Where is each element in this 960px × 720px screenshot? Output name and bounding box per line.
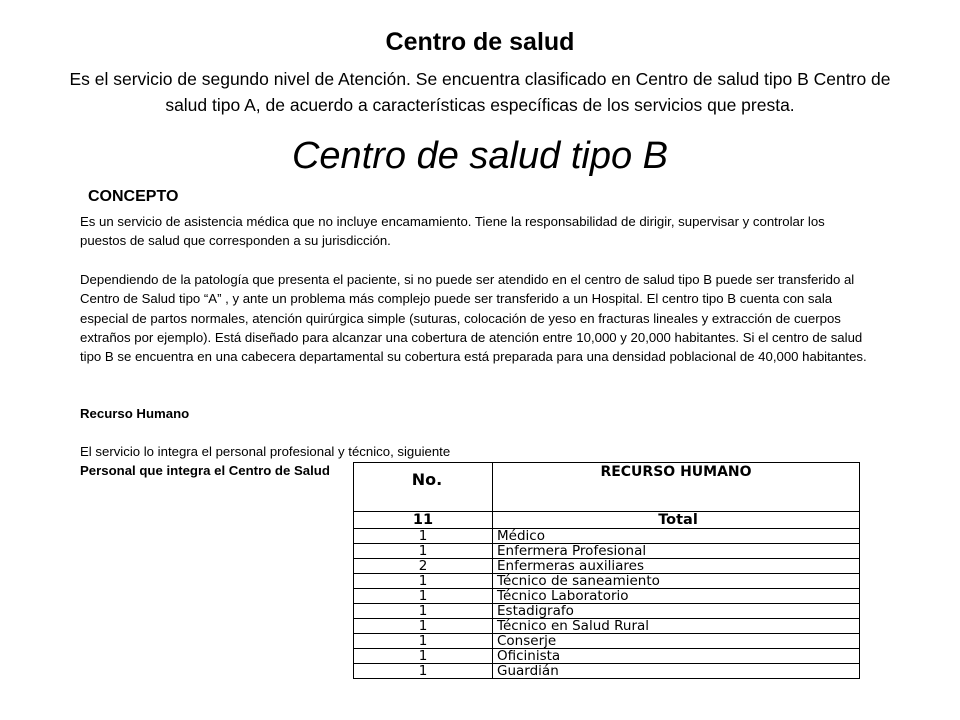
intro-text: Es el servicio de segundo nivel de Atención. Se encuentra clasificado en Centro de salud tipo B Centro de salud tipo A, de acuerdo a características específicas de los servicios que presta.: [69, 69, 891, 115]
concepto-heading: CONCEPTO: [88, 188, 179, 205]
row-role: Estadigrafo: [493, 604, 860, 619]
row-count: 1: [354, 589, 493, 604]
row-role: Técnico en Salud Rural: [493, 619, 860, 634]
row-count: 1: [354, 544, 493, 559]
table-total-row: [354, 512, 860, 529]
header-title: RECURSO HUMANO: [493, 463, 860, 512]
row-role: Oficinista: [493, 649, 860, 664]
table-row: [354, 544, 860, 559]
row-count: 1: [354, 619, 493, 634]
section-subtitle: Centro de salud tipo B: [291, 135, 668, 177]
row-count: 1: [354, 664, 493, 679]
header-no: No.: [354, 463, 493, 512]
table-row: [354, 604, 860, 619]
row-count: 1: [354, 634, 493, 649]
row-count: 2: [354, 559, 493, 574]
table-caption: Personal que integra el Centro de Salud: [80, 463, 330, 478]
table-row: [354, 574, 860, 589]
row-role: Guardián: [493, 664, 860, 679]
recurso-humano-table: [353, 462, 860, 679]
table-row: [354, 619, 860, 634]
row-role: Enfermeras auxiliares: [493, 559, 860, 574]
paragraph-coverage: Dependiendo de la patología que presenta el paciente, si no puede ser atendido en el centro de salud tipo B puede ser transferido al Centro de Salud tipo “A” , y ante un problema más complejo puede ser transferido a un Hospital. El centro tipo B cuenta con sala especial de partos normales, atención quirúrgica simple (suturas, colocación de yeso en fracturas lineales y extracción de cuerpos extraños por ejemplo). Está diseñado para alcanzar una cobertura de atención entre 10,000 y 20,000 habitantes. Si el centro de salud tipo B se encuentra en una cabecera departamental su cobertura está preparada para una densidad poblacional de 40,000 habitantes.: [80, 272, 867, 365]
table-row: [354, 529, 860, 544]
table-row: [354, 649, 860, 664]
paragraph-concepto: Es un servicio de asistencia médica que no incluye encamamiento. Tiene la responsabilidad de dirigir, supervisar y controlar los puestos de salud que corresponden a su jurisdicción.: [80, 214, 825, 249]
row-count: 1: [354, 604, 493, 619]
table-row: [354, 664, 860, 679]
row-count: 1: [354, 574, 493, 589]
row-role: Técnico de saneamiento: [493, 574, 860, 589]
total-label: Total: [493, 512, 860, 529]
row-count: 1: [354, 529, 493, 544]
row-count: 1: [354, 649, 493, 664]
table-header-row: [354, 463, 860, 512]
row-role: Conserje: [493, 634, 860, 649]
total-count: 11: [354, 512, 493, 529]
row-role: Técnico Laboratorio: [493, 589, 860, 604]
recurso-heading: Recurso Humano: [80, 406, 190, 421]
page-title: Centro de salud: [385, 28, 575, 56]
row-role: Médico: [493, 529, 860, 544]
row-role: Enfermera Profesional: [493, 544, 860, 559]
table-row: [354, 634, 860, 649]
table-row: [354, 559, 860, 574]
paragraph-personnel: El servicio lo integra el personal profesional y técnico, siguiente: [80, 444, 451, 459]
table-row: [354, 589, 860, 604]
